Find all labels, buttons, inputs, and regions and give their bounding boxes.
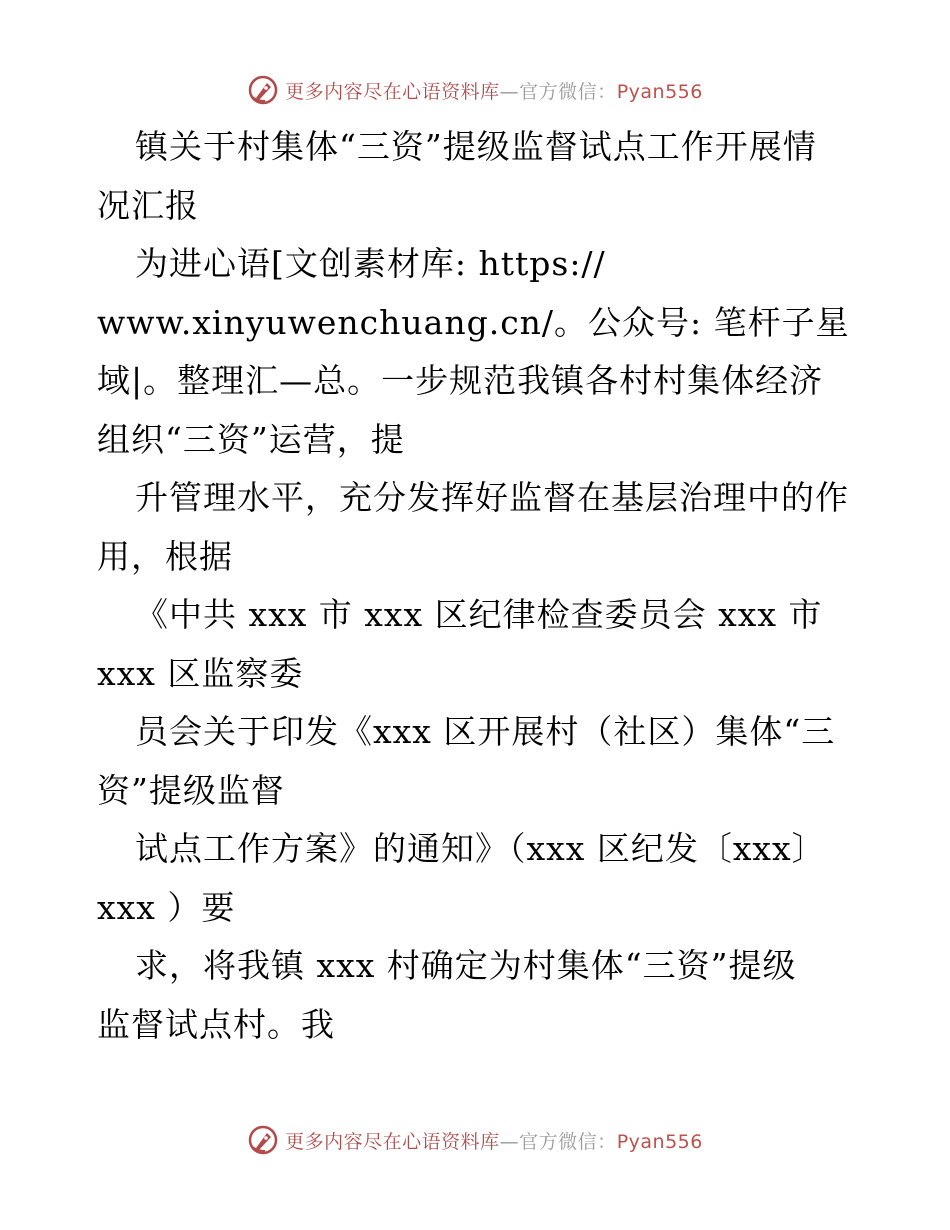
watermark-site-text: 更多内容尽在心语资料库 <box>285 1130 500 1153</box>
watermark-separator: — <box>499 1130 520 1153</box>
paragraph-line: 试点工作方案》的通知》（xxx 区纪发〔xxx〕 <box>135 829 826 868</box>
watermark-label: 官方微信： <box>519 1130 617 1153</box>
paragraph-line: 升管理水平，充分发挥好监督在基层治理中的作 <box>135 478 849 517</box>
paragraph-line: 组织“三资”运营，提 <box>97 419 405 459</box>
watermark-wechat-id: Pyan556 <box>616 80 703 103</box>
paragraph-line: www.xinyuwenchuang.cn/。公众号: 笔杆子星 <box>97 302 850 342</box>
header-watermark <box>0 70 950 110</box>
watermark-wechat-id: Pyan556 <box>616 1130 703 1153</box>
paragraph-line: 为进心语[文创素材库: https:// <box>135 244 606 283</box>
paragraph-line: 求，将我镇 xxx 村确定为村集体“三资”提级 <box>135 946 797 985</box>
paragraph-line: xxx ）要 <box>97 887 236 927</box>
document-body <box>97 118 857 1054</box>
document-title-line-2: 况汇报 <box>97 185 199 225</box>
footer-watermark <box>0 1120 950 1160</box>
paragraph-line: 资”提级监督 <box>97 770 285 810</box>
watermark-text <box>285 1127 703 1154</box>
pen-nib-circle-icon <box>247 74 279 106</box>
paragraph-line: 监督试点村。我 <box>97 1004 335 1044</box>
pen-nib-circle-icon <box>247 1124 279 1156</box>
document-title-line-1: 镇关于村集体“三资”提级监督试点工作开展情 <box>135 127 817 166</box>
watermark-separator: — <box>499 80 520 103</box>
paragraph-line: 《中共 xxx 市 xxx 区纪律检查委员会 xxx 市 <box>135 595 823 634</box>
paragraph-line: xxx 区监察委 <box>97 653 304 693</box>
watermark-site-text: 更多内容尽在心语资料库 <box>285 80 500 103</box>
paragraph-line: 域|。整理汇—总。一步规范我镇各村村集体经济 <box>97 361 824 400</box>
watermark-text <box>285 77 703 104</box>
paragraph-line: 用，根据 <box>97 536 233 576</box>
watermark-label: 官方微信： <box>519 80 617 103</box>
paragraph-line: 员会关于印发《xxx 区开展村（社区）集体“三 <box>135 712 836 751</box>
